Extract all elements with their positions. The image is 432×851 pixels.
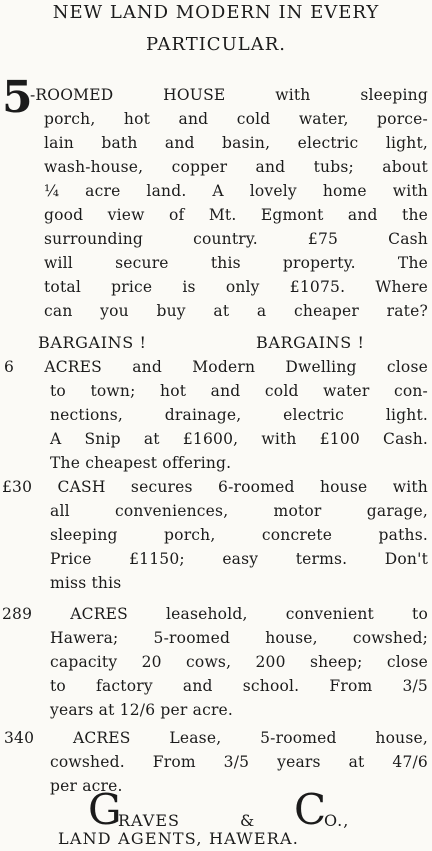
headline-line-1: NEW LAND MODERN IN EVERY: [52, 2, 380, 23]
listing-3-line-1: 289 ACRES leasehold, convenient to: [2, 605, 428, 623]
ad1-line-3: lain bath and basin, electric light,: [44, 134, 428, 152]
ad1-line-5: ¼ acre land. A lovely home with: [44, 182, 428, 200]
listing-2-line-2: all conveniences, motor garage,: [50, 502, 428, 520]
listing-2-line-5: miss this: [50, 574, 122, 592]
listing-1-line-4: A Snip at £1600, with £100 Cash.: [50, 430, 428, 448]
agent-name-initial-c: C: [294, 785, 327, 834]
listing-2-line-1: £30 CASH secures 6-roomed house with: [2, 478, 428, 496]
listing-2-line-3: sleeping porch, concrete paths.: [50, 526, 428, 544]
bargains-heading-left: BARGAINS !: [38, 333, 147, 352]
headline-line-2: PARTICULAR.: [146, 34, 286, 55]
agent-location: LAND AGENTS, HAWERA.: [58, 829, 300, 848]
listing-3-line-4: to factory and school. From 3/5: [50, 677, 428, 695]
ad1-line-6: good view of Mt. Egmont and the: [44, 206, 428, 224]
room-count-numeral: 5: [2, 72, 33, 123]
ad1-line-9: total price is only £1075. Where: [44, 278, 428, 296]
agent-name-ampersand: &: [240, 811, 256, 830]
ad1-line-1: -ROOMED HOUSE with sleeping: [30, 86, 428, 104]
ad1-line-8: will secure this property. The: [44, 254, 428, 272]
listing-1-line-5: The cheapest offering.: [50, 454, 232, 472]
listing-3-line-2: Hawera; 5-roomed house, cowshed;: [50, 629, 428, 647]
agent-name-rest-2: O.,: [324, 811, 350, 830]
bargains-heading-right: BARGAINS !: [256, 333, 365, 352]
listing-3-line-5: years at 12/6 per acre.: [50, 701, 234, 719]
listing-4-line-3: per acre.: [50, 777, 123, 795]
agent-name-rest-1: RAVES: [118, 811, 180, 830]
listing-4-line-2: cowshed. From 3/5 years at 47/6: [50, 753, 428, 771]
listing-1-line-1: 6 ACRES and Modern Dwelling close: [4, 358, 428, 376]
ad1-line-7: surrounding country. £75 Cash: [44, 230, 428, 248]
ad1-line-2: porch, hot and cold water, porce-: [44, 110, 428, 128]
listing-4-line-1: 340 ACRES Lease, 5-roomed house,: [4, 729, 428, 747]
listing-1-line-3: nections, drainage, electric light.: [50, 406, 428, 424]
listing-1-line-2: to town; hot and cold water con-: [50, 382, 428, 400]
ad1-line-10: can you buy at a cheaper rate?: [44, 302, 428, 320]
ad1-line-4: wash-house, copper and tubs; about: [44, 158, 428, 176]
listing-2-line-4: Price £1150; easy terms. Don't: [50, 550, 428, 568]
agent-name-initial-g: G: [88, 785, 122, 834]
listing-3-line-3: capacity 20 cows, 200 sheep; close: [50, 653, 428, 671]
